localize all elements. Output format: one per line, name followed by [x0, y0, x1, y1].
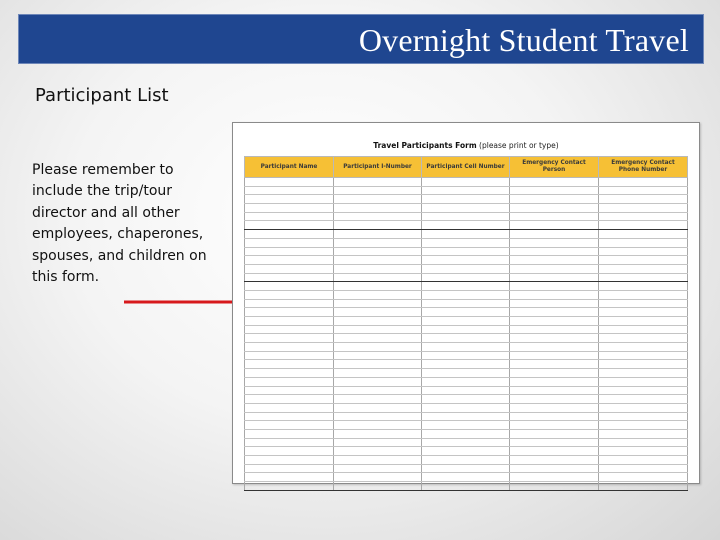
table-cell [599, 386, 688, 395]
page-title: Overnight Student Travel [358, 22, 689, 58]
table-cell [510, 447, 599, 456]
table-cell [510, 221, 599, 230]
table-cell [422, 377, 510, 386]
table-cell [599, 273, 688, 282]
table-cell [334, 456, 422, 465]
table-cell [422, 325, 510, 334]
table-cell [334, 447, 422, 456]
table-cell [334, 429, 422, 438]
table-row [245, 178, 688, 187]
table-cell [510, 264, 599, 273]
table-cell [334, 212, 422, 221]
table-cell [510, 421, 599, 430]
table-row [245, 464, 688, 473]
table-cell [422, 429, 510, 438]
table-cell [599, 247, 688, 256]
form-title-bold: Travel Participants Form [373, 141, 477, 150]
table-cell [599, 343, 688, 352]
table-body [245, 178, 688, 491]
table-row [245, 204, 688, 213]
table-cell [245, 421, 334, 430]
table-cell [422, 299, 510, 308]
table-cell [510, 317, 599, 326]
table-row [245, 247, 688, 256]
table-cell [245, 334, 334, 343]
form-title [233, 141, 699, 150]
table-row [245, 447, 688, 456]
table-cell [334, 204, 422, 213]
table-cell [245, 325, 334, 334]
table-cell [245, 238, 334, 247]
table-cell [245, 360, 334, 369]
column-header-cell: Participant Cell Number [422, 157, 510, 178]
table-cell [599, 429, 688, 438]
table-cell [422, 343, 510, 352]
table-cell [599, 438, 688, 447]
table-row [245, 256, 688, 265]
table-cell [245, 273, 334, 282]
table-row [245, 299, 688, 308]
table-cell [510, 299, 599, 308]
table-row [245, 290, 688, 299]
table-cell [422, 282, 510, 291]
table-cell [510, 395, 599, 404]
table-cell [510, 386, 599, 395]
table-cell [599, 317, 688, 326]
table-cell [510, 238, 599, 247]
table-cell [599, 212, 688, 221]
table-cell [422, 438, 510, 447]
participant-form-image [232, 122, 700, 484]
table-cell [510, 456, 599, 465]
table-cell [510, 308, 599, 317]
table-row [245, 386, 688, 395]
table-cell [510, 403, 599, 412]
table-cell [599, 204, 688, 213]
table-cell [599, 473, 688, 482]
table-cell [599, 334, 688, 343]
table-cell [422, 360, 510, 369]
table-cell [599, 412, 688, 421]
table-cell [334, 264, 422, 273]
table-cell [599, 403, 688, 412]
table-row [245, 273, 688, 282]
table-cell [245, 256, 334, 265]
table-cell [510, 230, 599, 239]
table-cell [510, 377, 599, 386]
table-cell [599, 264, 688, 273]
table-cell [245, 317, 334, 326]
table-cell [599, 464, 688, 473]
table-cell [245, 377, 334, 386]
column-header-emergency-contact: Emergency Contact Person [510, 157, 599, 178]
section-subtitle: Participant List [35, 85, 169, 106]
table-cell [599, 308, 688, 317]
table-cell [245, 186, 334, 195]
table-cell [599, 290, 688, 299]
table-cell [510, 325, 599, 334]
table-row [245, 429, 688, 438]
table-cell [334, 325, 422, 334]
column-header-inumber: Participant I-Number [334, 157, 422, 178]
table-cell [510, 256, 599, 265]
table-cell [334, 299, 422, 308]
column-header-emergency-phone: Emergency Contact Phone Number [599, 157, 688, 178]
table-cell [334, 230, 422, 239]
table-cell [510, 247, 599, 256]
table-cell [599, 447, 688, 456]
table-cell [422, 456, 510, 465]
table-cell [422, 386, 510, 395]
table-row [245, 412, 688, 421]
table-cell [334, 221, 422, 230]
table-cell [245, 482, 334, 491]
table-cell [599, 456, 688, 465]
table-cell [334, 308, 422, 317]
table-cell [334, 317, 422, 326]
table-cell [510, 212, 599, 221]
table-cell [422, 221, 510, 230]
table-cell [245, 464, 334, 473]
table-cell [510, 429, 599, 438]
table-row [245, 369, 688, 378]
table-cell [599, 325, 688, 334]
table-row [245, 421, 688, 430]
table-row [245, 325, 688, 334]
table-cell [245, 178, 334, 187]
table-cell [245, 230, 334, 239]
table-cell [334, 343, 422, 352]
table-cell [245, 369, 334, 378]
table-cell [245, 447, 334, 456]
table-cell [510, 282, 599, 291]
table-cell [245, 282, 334, 291]
table-row [245, 195, 688, 204]
table-cell [510, 290, 599, 299]
instruction-text: Please remember to include the trip/tour director and all other employees, chaperones, spouses, and children on this form. [32, 162, 207, 286]
table-row [245, 264, 688, 273]
table-cell [422, 464, 510, 473]
table-cell [245, 386, 334, 395]
table-row [245, 212, 688, 221]
table-row [245, 377, 688, 386]
table-row [245, 360, 688, 369]
table-cell [334, 247, 422, 256]
table-cell [334, 195, 422, 204]
table-cell [334, 178, 422, 187]
table-cell [422, 334, 510, 343]
participant-table [244, 156, 688, 491]
table-cell [245, 195, 334, 204]
table-cell [422, 247, 510, 256]
table-cell [422, 482, 510, 491]
table-cell [510, 482, 599, 491]
table-row [245, 395, 688, 404]
table-cell [599, 282, 688, 291]
table-cell [422, 273, 510, 282]
table-cell [422, 473, 510, 482]
title-bar [18, 14, 704, 64]
table-cell [510, 473, 599, 482]
table-cell [334, 403, 422, 412]
table-cell [510, 204, 599, 213]
table-cell [422, 369, 510, 378]
table-cell [422, 178, 510, 187]
table-cell [334, 290, 422, 299]
table-cell [599, 195, 688, 204]
table-cell [245, 290, 334, 299]
table-cell [422, 308, 510, 317]
table-cell [422, 238, 510, 247]
table-row [245, 186, 688, 195]
table-cell [599, 351, 688, 360]
table-cell [245, 395, 334, 404]
table-row [245, 473, 688, 482]
table-cell [510, 186, 599, 195]
table-cell [422, 317, 510, 326]
table-cell [422, 395, 510, 404]
table-cell [599, 369, 688, 378]
table-cell [245, 403, 334, 412]
table-cell [334, 273, 422, 282]
table-cell [245, 473, 334, 482]
table-cell [334, 186, 422, 195]
table-cell [245, 212, 334, 221]
table-row [245, 456, 688, 465]
table-cell [510, 369, 599, 378]
form-title-note: (please print or type) [479, 141, 559, 150]
table-cell [422, 195, 510, 204]
table-cell [334, 334, 422, 343]
table-cell [334, 351, 422, 360]
table-cell [245, 247, 334, 256]
table-cell [510, 178, 599, 187]
table-row [245, 438, 688, 447]
table-cell [599, 299, 688, 308]
table-cell [334, 412, 422, 421]
table-row [245, 238, 688, 247]
table-cell [334, 438, 422, 447]
table-cell [245, 456, 334, 465]
table-cell [334, 473, 422, 482]
table-cell [245, 438, 334, 447]
table-cell [422, 204, 510, 213]
table-cell [245, 204, 334, 213]
table-cell [422, 412, 510, 421]
table-cell [422, 290, 510, 299]
table-cell [599, 238, 688, 247]
table-row [245, 403, 688, 412]
table-cell [510, 360, 599, 369]
table-cell [334, 386, 422, 395]
table-row [245, 317, 688, 326]
table-cell [245, 264, 334, 273]
table-cell [422, 421, 510, 430]
table-cell [599, 186, 688, 195]
table-row [245, 221, 688, 230]
table-cell [334, 282, 422, 291]
table-cell [245, 412, 334, 421]
table-cell [510, 343, 599, 352]
table-cell [422, 447, 510, 456]
table-row [245, 343, 688, 352]
table-cell [245, 351, 334, 360]
table-header-row [245, 157, 688, 178]
table-row [245, 308, 688, 317]
table-cell [599, 395, 688, 404]
table-cell [245, 343, 334, 352]
table-cell [510, 464, 599, 473]
table-cell [510, 438, 599, 447]
table-row [245, 351, 688, 360]
table-cell [510, 334, 599, 343]
table-cell [422, 230, 510, 239]
table-cell [510, 195, 599, 204]
table-cell [334, 369, 422, 378]
table-cell [334, 256, 422, 265]
table-cell [334, 238, 422, 247]
table-cell [599, 230, 688, 239]
table-row [245, 230, 688, 239]
table-cell [422, 256, 510, 265]
table-cell [599, 178, 688, 187]
table-cell [599, 360, 688, 369]
table-cell [599, 256, 688, 265]
table-cell [422, 351, 510, 360]
table-cell [422, 212, 510, 221]
table-cell [334, 421, 422, 430]
table-cell [245, 308, 334, 317]
table-cell [510, 351, 599, 360]
table-cell [422, 264, 510, 273]
table-cell [334, 360, 422, 369]
table-cell [245, 221, 334, 230]
table-cell [599, 377, 688, 386]
table-cell [422, 186, 510, 195]
table-cell [599, 221, 688, 230]
table-row [245, 482, 688, 491]
table-cell [334, 377, 422, 386]
table-cell [245, 429, 334, 438]
table-cell [245, 299, 334, 308]
table-cell [334, 482, 422, 491]
table-row [245, 334, 688, 343]
column-header-name: Participant Name [245, 157, 334, 178]
table-cell [510, 412, 599, 421]
table-cell [422, 403, 510, 412]
table-cell [334, 395, 422, 404]
table-cell [599, 482, 688, 491]
table-cell [510, 273, 599, 282]
table-cell [334, 464, 422, 473]
table-cell [599, 421, 688, 430]
table-row [245, 282, 688, 291]
